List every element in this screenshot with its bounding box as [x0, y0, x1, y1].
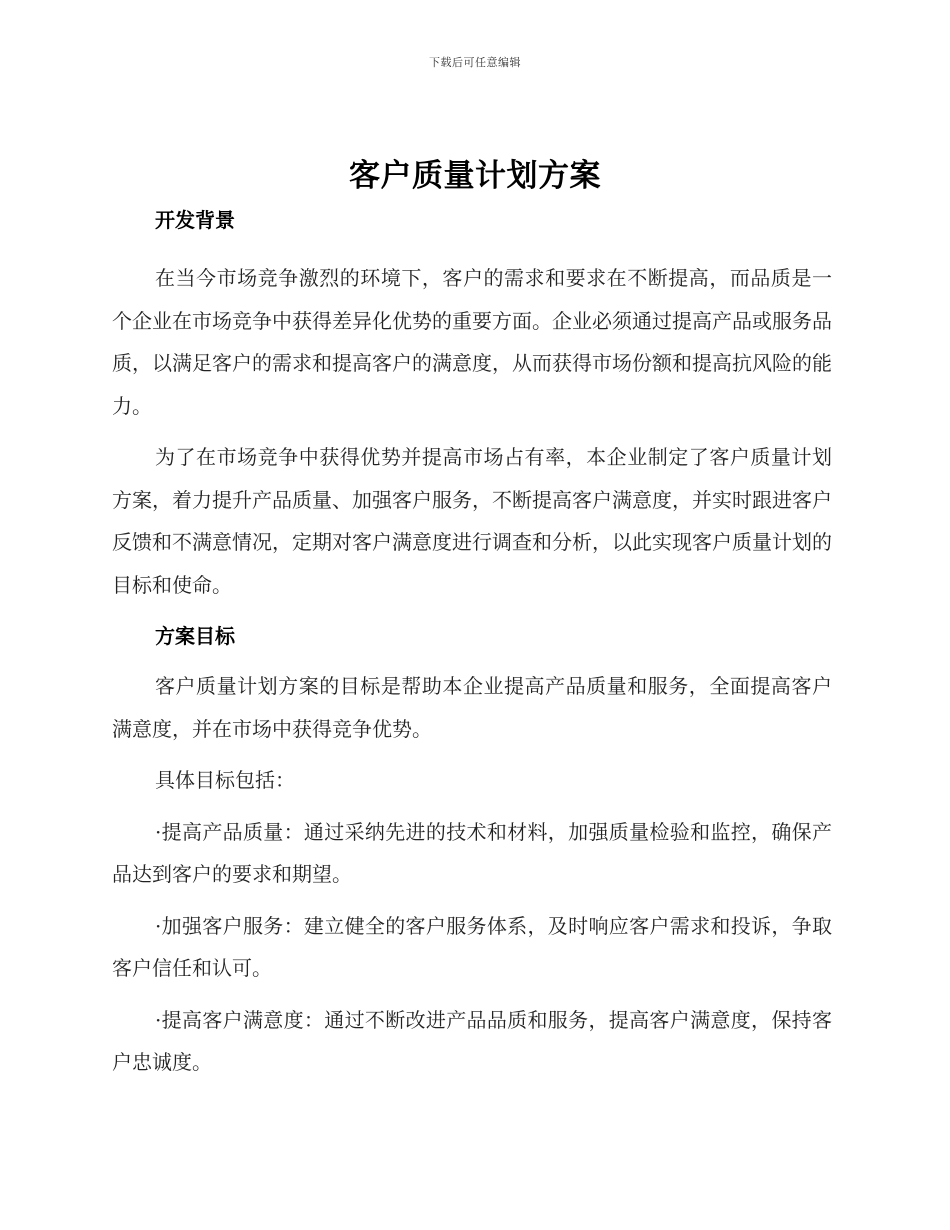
- bullet-item: ·提高客户满意度：通过不断改进产品品质和服务，提高客户满意度，保持客户忠诚度。: [112, 1007, 832, 1074]
- paragraph: 为了在市场竞争中获得优势并提高市场占有率，本企业制定了客户质量计划方案，着力提升产品质量、加强客户服务，不断提高客户满意度，并实时跟进客户反馈和不满意情况，定期对客户满意度进行调查和分析，以此实现客户质量计划的目标和使命。: [112, 445, 832, 597]
- document-title: 客户质量计划方案: [349, 158, 601, 194]
- section-heading-background: 开发背景: [155, 208, 235, 232]
- document-body: [112, 202, 832, 1093]
- bullet-item: ·加强客户服务：建立健全的客户服务体系，及时响应客户需求和投诉，争取客户信任和认可。: [112, 913, 832, 980]
- paragraph: 在当今市场竞争激烈的环境下，客户的需求和要求在不断提高，而品质是一个企业在市场竞争中获得差异化优势的重要方面。企业必须通过提高产品或服务品质，以满足客户的需求和提高客户的满意度，从而获得市场份额和提高抗风险的能力。: [112, 266, 832, 418]
- paragraph: 具体目标包括：: [155, 768, 295, 792]
- paragraph: 客户质量计划方案的目标是帮助本企业提高产品质量和服务，全面提高客户满意度，并在市场中获得竞争优势。: [112, 674, 832, 741]
- section-heading-goals: 方案目标: [155, 624, 235, 648]
- page-header-note: 下载后可任意编辑: [429, 56, 521, 69]
- bullet-item: ·提高产品质量：通过采纳先进的技术和材料，加强质量检验和监控，确保产品达到客户的要求和期望。: [112, 819, 832, 886]
